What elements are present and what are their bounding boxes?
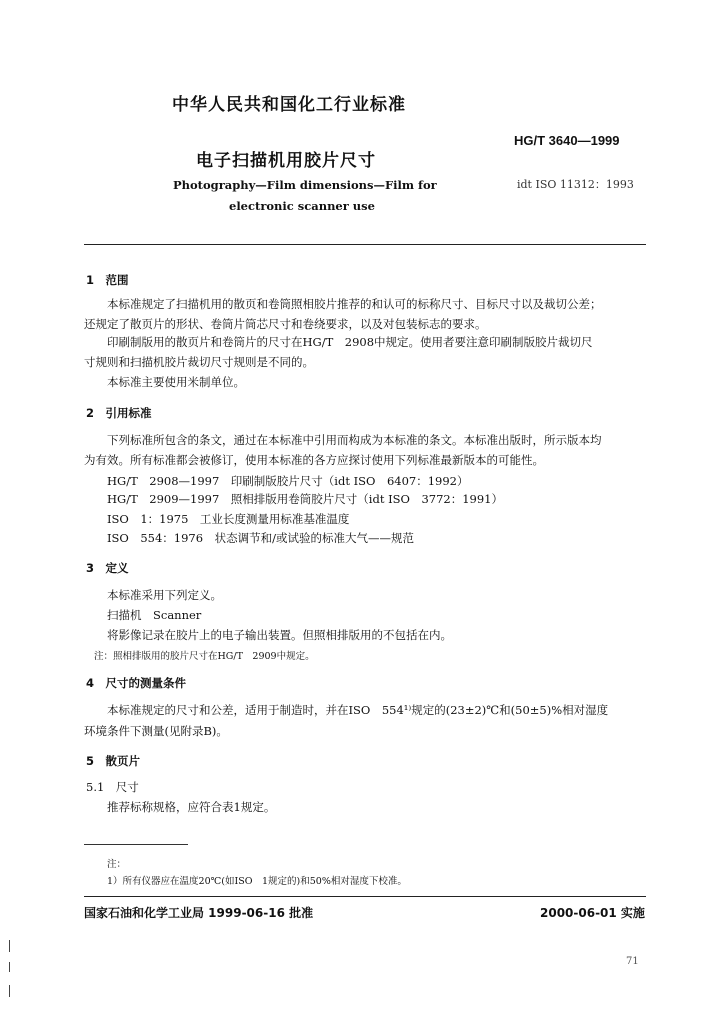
section-4-heading: 4 尺寸的测量条件 <box>86 676 187 690</box>
scan-margin-mark <box>9 962 10 972</box>
approval-date: 国家石油和化学工业局 1999-06-16 批准 <box>84 906 314 920</box>
section-3-heading: 3 定义 <box>86 561 129 575</box>
page-number: 71 <box>626 956 639 967</box>
section-2-paragraph-line-2: 为有效。所有标准都会被修订，使用本标准的各方应探讨使用下列标准最新版本的可能性。 <box>84 453 544 467</box>
scan-margin-mark <box>9 940 10 952</box>
standard-number: HG/T 3640—1999 <box>514 133 620 148</box>
scan-margin-mark <box>9 985 10 997</box>
document-title-cn: 电子扫描机用胶片尺寸 <box>196 151 376 171</box>
term-definition: 将影像记录在胶片上的电子输出装置。但照相排版用的不包括在内。 <box>107 628 452 642</box>
document-title-en-line2: electronic scanner use <box>229 199 375 213</box>
section-2-heading: 2 引用标准 <box>86 406 152 420</box>
reference-item: ISO 554：1976 状态调节和/或试验的标准大气——规范 <box>107 531 414 545</box>
footer-divider <box>84 896 646 897</box>
section-3-paragraph: 本标准采用下列定义。 <box>107 588 222 602</box>
section-1-paragraph-1-line-2: 还规定了散页片的形状、卷筒片筒芯尺寸和卷绕要求，以及对包装标志的要求。 <box>84 317 487 331</box>
reference-item: ISO 1：1975 工业长度测量用标准基准温度 <box>107 512 350 526</box>
section-1-paragraph-1-line-1: 本标准规定了扫描机用的散页和卷筒照相胶片推荐的和认可的标称尺寸、目标尺寸以及裁切公差； <box>107 297 602 311</box>
term-scanner: 扫描机 Scanner <box>107 608 202 622</box>
header-divider <box>84 244 646 245</box>
section-4-paragraph-line-1: 本标准规定的尺寸和公差，适用于制造时，并在ISO 554¹⁾规定的(23±2)℃和(50±5)%相对湿度 <box>107 703 609 717</box>
footnote-label: 注： <box>107 859 127 870</box>
section-4-paragraph-line-2: 环境条件下测量(见附录B)。 <box>84 724 228 738</box>
section-2-paragraph-line-1: 下列标准所包含的条文，通过在本标准中引用而构成为本标准的条文。本标准出版时，所示版本均 <box>107 433 602 447</box>
section-1-paragraph-2-line-2: 寸规则和扫描机胶片裁切尺寸规则是不同的。 <box>84 355 314 369</box>
section-1-paragraph-3: 本标准主要使用米制单位。 <box>107 375 245 389</box>
footnote-divider <box>84 844 188 845</box>
section-5-1-heading: 5.1 尺寸 <box>86 780 139 794</box>
reference-item: HG/T 2908—1997 印刷制版胶片尺寸（idt ISO 6407：1992） <box>107 474 469 488</box>
section-3-note: 注：照相排版用的胶片尺寸在HG/T 2909中规定。 <box>94 651 315 662</box>
section-5-heading: 5 散页片 <box>86 754 141 768</box>
section-5-1-paragraph: 推荐标称规格，应符合表1规定。 <box>107 800 276 814</box>
idt-reference: idt ISO 11312：1993 <box>517 178 634 191</box>
section-1-paragraph-2-line-1: 印刷制版用的散页片和卷筒片的尺寸在HG/T 2908中规定。使用者要注意印刷制版胶片裁切尺 <box>107 335 593 349</box>
document-title-en-line1: Photography—Film dimensions—Film for <box>173 178 437 192</box>
effective-date: 2000-06-01 实施 <box>540 906 645 920</box>
footnote-text: 1）所有仪器应在温度20℃(如ISO 1规定的)和50%相对湿度下校准。 <box>107 876 407 887</box>
reference-item: HG/T 2909—1997 照相排版用卷筒胶片尺寸（idt ISO 3772：1991） <box>107 492 503 506</box>
org-title: 中华人民共和国化工行业标准 <box>172 95 406 115</box>
section-1-heading: 1 范围 <box>86 273 129 287</box>
